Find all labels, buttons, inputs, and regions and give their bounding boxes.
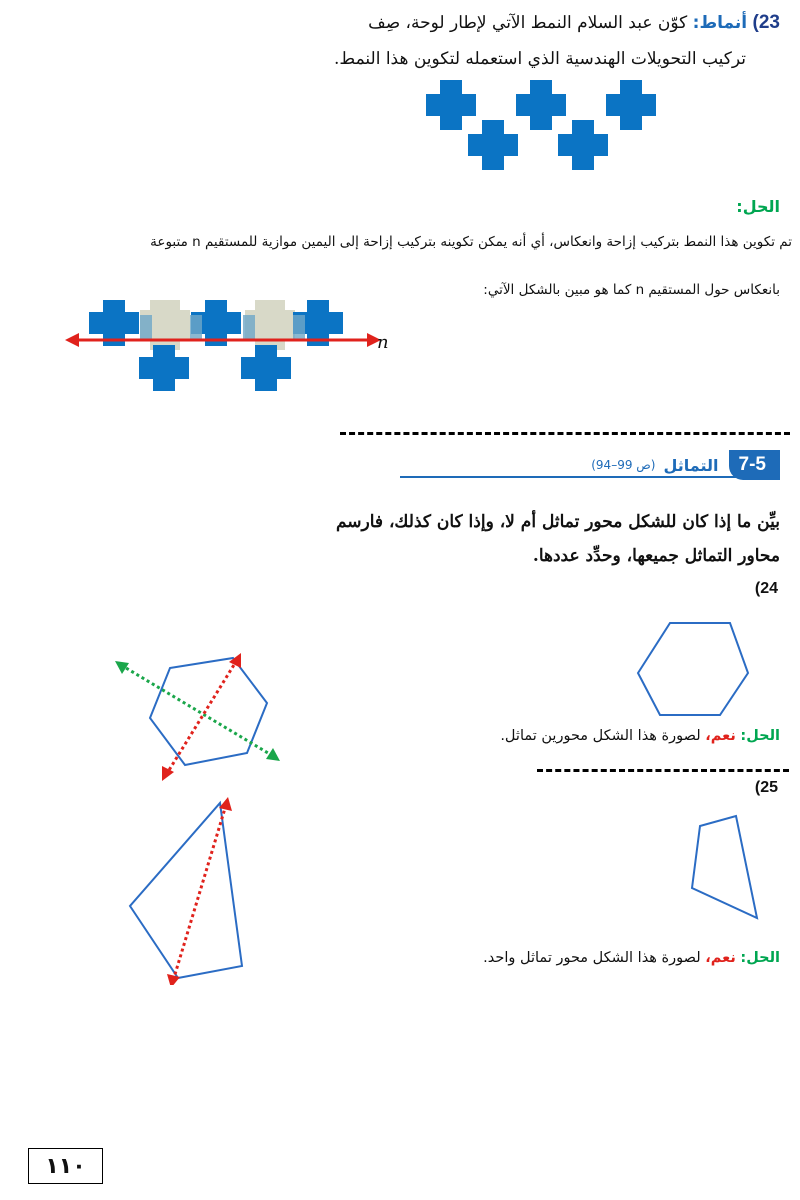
q23-line1: كوّن عبد السلام النمط الآتي لإطار لوحة، صِف xyxy=(368,13,688,33)
q24-text: لصورة هذا الشكل محورين تماثل. xyxy=(500,728,701,744)
section-title: التماثل xyxy=(663,455,719,475)
arrow-left-icon xyxy=(65,333,79,347)
cross-tile xyxy=(606,80,656,130)
separator-1 xyxy=(340,432,790,435)
q25-quadrilateral xyxy=(650,808,770,928)
separator-2 xyxy=(537,769,789,772)
instructions-line1: بيِّن ما إذا كان للشكل محور تماثل أم لا، وإذا كان كذلك، فارسم xyxy=(335,512,780,532)
symmetry-axis-red xyxy=(173,805,226,981)
cross-tile xyxy=(468,120,518,170)
q25-answer: نعم، xyxy=(705,950,736,966)
cross-tile xyxy=(139,345,189,391)
page-number: ١١٠ xyxy=(28,1148,103,1184)
q24-answer: نعم، xyxy=(705,728,736,744)
q23-solution-label: الحل: xyxy=(736,197,780,216)
arrow-head-icon xyxy=(266,748,280,761)
cross-tile xyxy=(426,80,476,130)
hexagon-shape xyxy=(150,658,267,765)
symmetry-axis-green xyxy=(121,665,273,756)
q23-line2: تركيب التحويلات الهندسية الذي استعمله لتكوين هذا النمط. xyxy=(334,49,746,69)
q24-hexagon xyxy=(630,615,750,725)
cross-tile xyxy=(516,80,566,130)
q23-keyword: أنماط: xyxy=(692,13,748,33)
q23-number: 23) xyxy=(752,12,780,33)
q25-solution-label: الحل: xyxy=(740,950,780,966)
kite-shape xyxy=(130,803,242,978)
q25-text: لصورة هذا الشكل محور تماثل واحد. xyxy=(483,950,701,966)
section-pages: (ص 99–94) xyxy=(591,458,656,472)
cross-pattern-figure xyxy=(420,80,680,185)
instructions-line2: محاور التماثل جميعها، وحدِّد عددها. xyxy=(532,546,780,566)
arrow-head-icon xyxy=(229,653,241,668)
q25-number: (25 xyxy=(754,779,778,796)
q25-solution xyxy=(280,950,780,966)
cross-tile xyxy=(241,345,291,391)
q23-solution-line1: تم تكوين هذا النمط بتركيب إزاحة وانعكاس، أي أنه يمكن تكوينه بتركيب إزاحة إلى اليمين موازية للمستقيم n متبوعة xyxy=(150,234,792,250)
q25-kite-with-axis xyxy=(118,795,258,985)
q24-hexagon-with-axes xyxy=(105,650,290,785)
banner-rule xyxy=(400,476,780,478)
glide-reflection-figure xyxy=(55,290,395,410)
q23-solution-line2: بانعكاس حول المستقيم n كما هو مبين بالشكل الآتي: xyxy=(483,282,780,298)
section-number: 7-5 xyxy=(729,450,780,480)
q24-number: (24 xyxy=(754,580,778,597)
q24-solution-label: الحل: xyxy=(740,728,780,744)
q23-header xyxy=(20,6,780,40)
line-n-label: n xyxy=(377,332,389,353)
q24-solution xyxy=(280,728,780,744)
arrow-head-icon xyxy=(167,974,180,985)
arrow-head-icon xyxy=(162,766,174,781)
cross-tile xyxy=(558,120,608,170)
